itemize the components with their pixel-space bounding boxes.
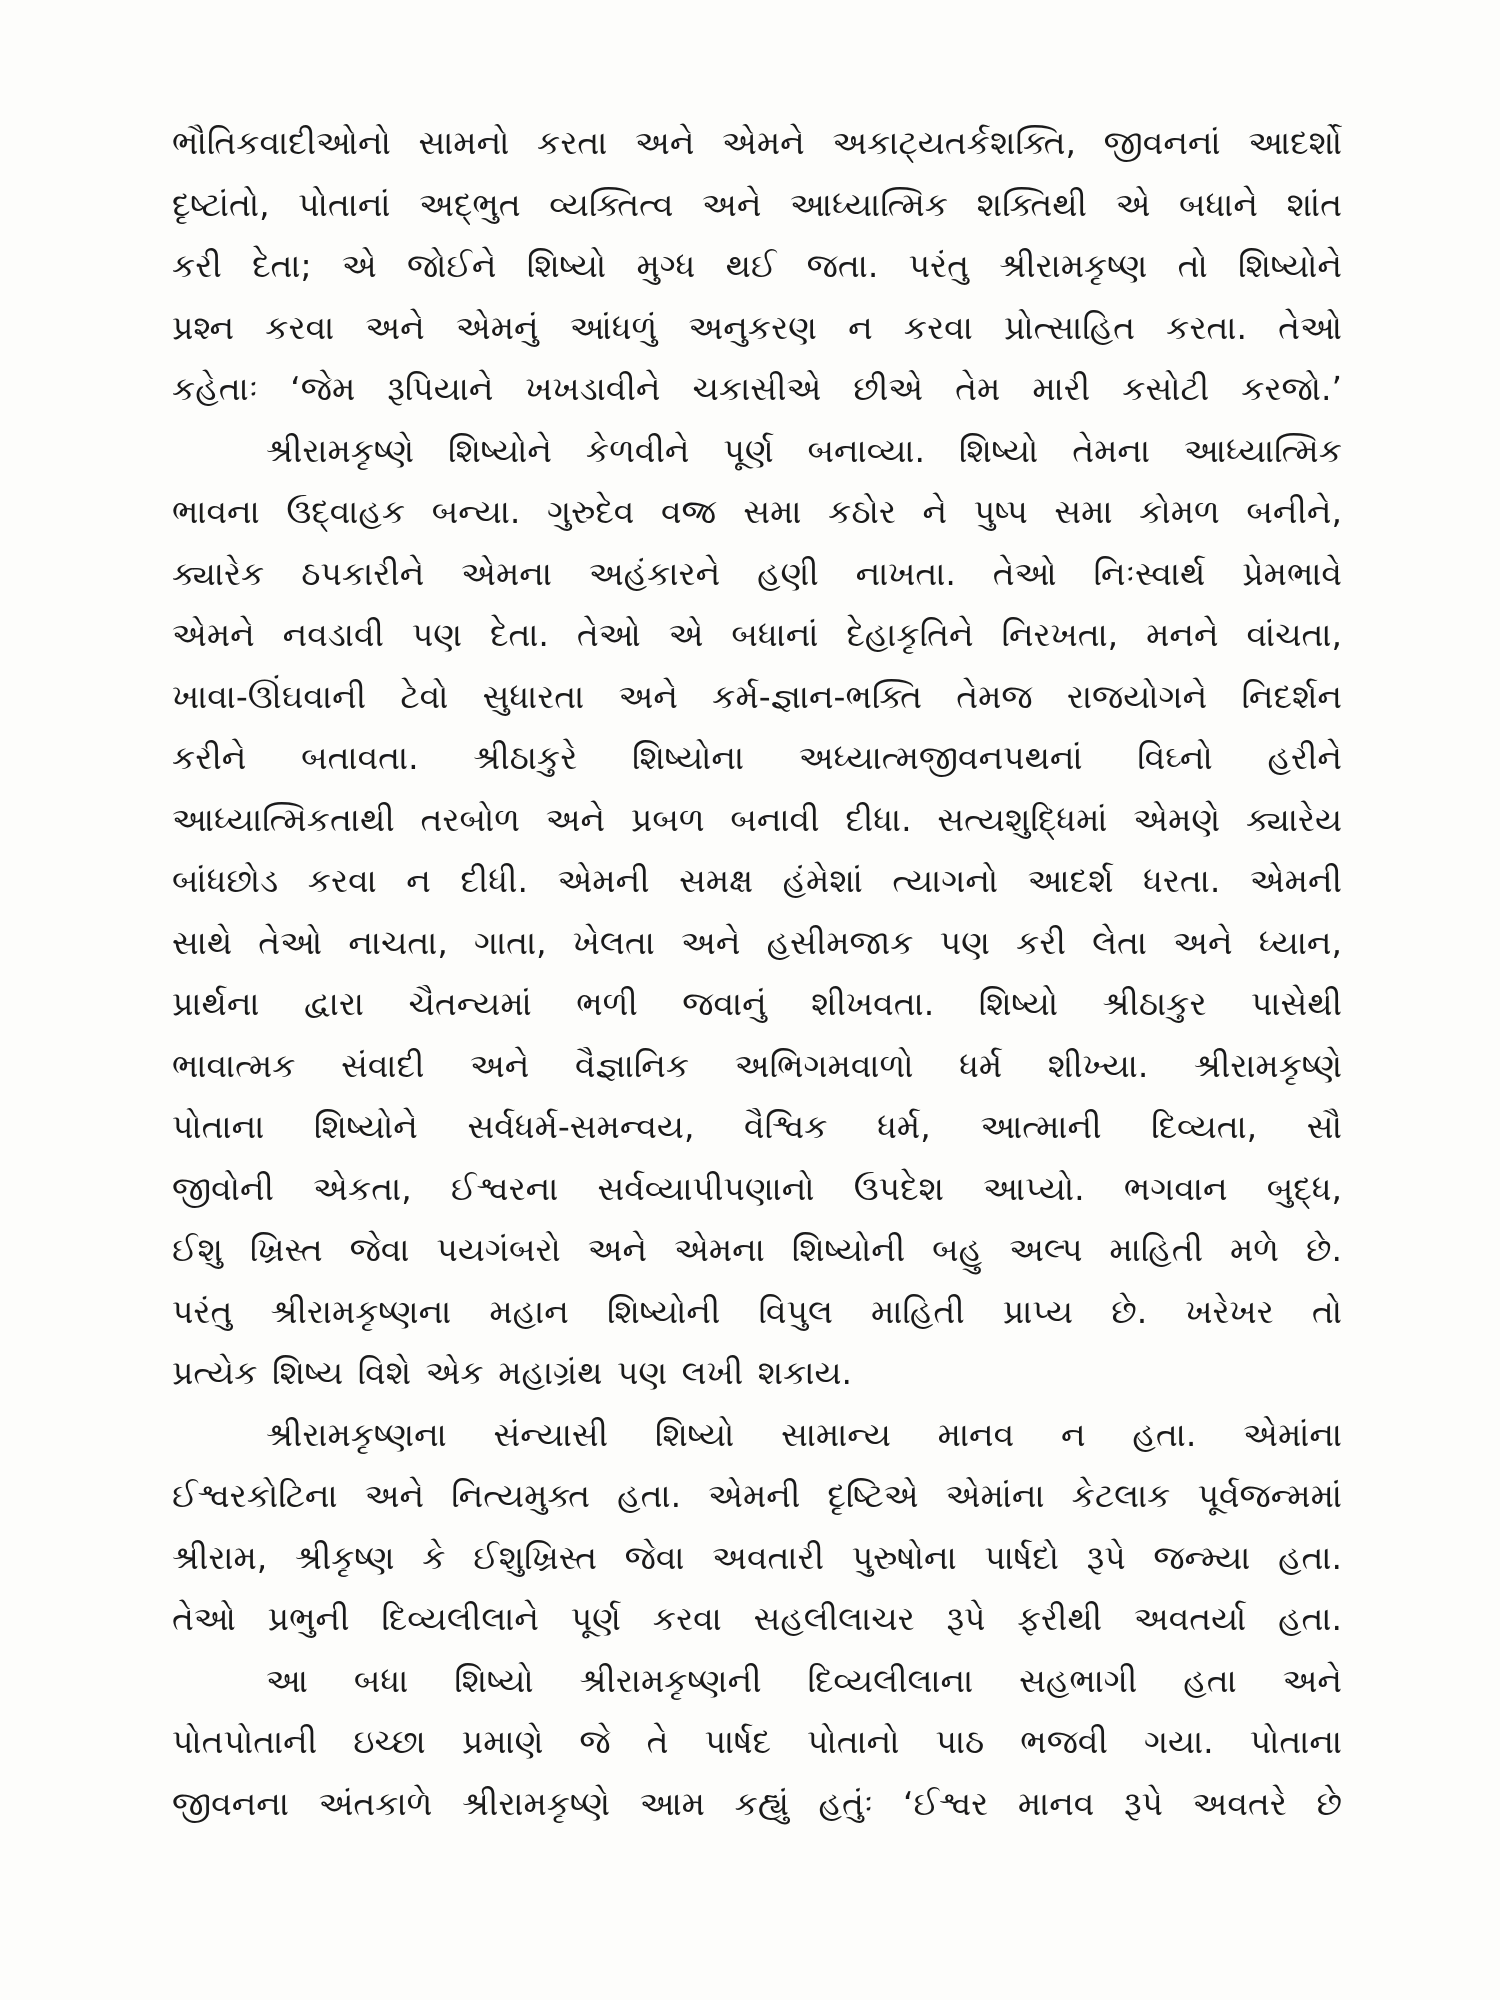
text-line: તેઓ પ્રભુની દિવ્યલીલાને પૂર્ણ કરવા સહલીલાચર રૂપે ફરીથી અવતર્યા હતા.: [172, 1599, 1342, 1638]
text-line: શ્રીરામકૃષ્ણના સંન્યાસી શિષ્યો સામાન્ય માનવ ન હતા. એમાંના: [266, 1414, 1342, 1454]
text-line: ભાવાત્મક સંવાદી અને વૈજ્ઞાનિક અભિગમવાળો ધર્મ શીખ્યા. શ્રીરામકૃષ્ણે: [172, 1045, 1342, 1085]
text-line: શ્રીરામકૃષ્ણે શિષ્યોને કેળવીને પૂર્ણ બનાવ્યા. શિષ્યો તેમના આધ્યાત્મિક: [266, 430, 1342, 470]
text-line: ક્યારેક ઠપકારીને એમના અહંકારને હણી નાખતા. તેઓ નિઃસ્વાર્થ પ્રેમભાવે: [172, 553, 1342, 593]
text-line: કરી દેતા; એ જોઈને શિષ્યો મુગ્ધ થઈ જતા. પરંતુ શ્રીરામકૃષ્ણ તો શિષ્યોને: [172, 246, 1342, 285]
text-line: જીવોની એકતા, ઈશ્વરના સર્વવ્યાપીપણાનો ઉપદેશ આપ્યો. ભગવાન બુદ્ધ,: [172, 1168, 1342, 1208]
text-line: દૃષ્ટાંતો, પોતાનાં અદ્‌ભુત વ્યક્તિત્વ અને આધ્યાત્મિક શક્તિથી એ બધાને શાંત: [172, 184, 1342, 224]
text-line: કરીને બતાવતા. શ્રીઠાકુરે શિષ્યોના અધ્યાત્મજીવનપથનાં વિઘ્નો હરીને: [172, 738, 1342, 777]
text-line: ઈશ્વરકોટિના અને નિત્યમુક્ત હતા. એમની દૃષ્ટિએ એમાંના કેટલાક પૂર્વજન્મમાં: [172, 1476, 1342, 1515]
text-line: પરંતુ શ્રીરામકૃષ્ણના મહાન શિષ્યોની વિપુલ માહિતી પ્રાપ્ય છે. ખરેખર તો: [172, 1291, 1342, 1331]
text-line: ભાવના ઉદ્‌વાહક બન્યા. ગુરુદેવ વજ્ર સમા કઠોર ને પુષ્પ સમા કોમળ બનીને,: [172, 492, 1342, 531]
page-text: [172, 112, 1342, 1834]
text-line: એમને નવડાવી પણ દેતા. તેઓ એ બધાનાં દેહાકૃતિને નિરખતા, મનને વાંચતા,: [172, 615, 1342, 654]
text-line: કહેતાઃ ‘જેમ રૂપિયાને ખખડાવીને ચકાસીએ છીએ તેમ મારી કસોટી કરજો.’: [172, 369, 1342, 408]
text-line: ઈશુ ખ્રિસ્ત જેવા પયગંબરો અને એમના શિષ્યોની બહુ અલ્પ માહિતી મળે છે.: [172, 1230, 1342, 1269]
text-line: ભૌતિકવાદીઓનો સામનો કરતા અને એમને અકાટ્યતર્કશક્તિ, જીવનનાં આદર્શો: [172, 123, 1342, 162]
text-line: પ્રશ્ન કરવા અને એમનું આંધળું અનુકરણ ન કરવા પ્રોત્સાહિત કરતા. તેઓ: [172, 307, 1342, 347]
text-line: શ્રીરામ, શ્રીકૃષ્ણ કે ઈશુખ્રિસ્ત જેવા અવતારી પુરુષોના પાર્ષદો રૂપે જન્મ્યા હતા.: [172, 1537, 1342, 1577]
text-line: જીવનના અંતકાળે શ્રીરામકૃષ્ણે આમ કહ્યું હતુંઃ ‘ઈશ્વર માનવ રૂપે અવતરે છે: [172, 1783, 1342, 1823]
text-line: પ્રત્યેક શિષ્ય વિશે એક મહાગ્રંથ પણ લખી શકાય.: [172, 1353, 852, 1392]
text-line: પ્રાર્થના દ્વારા ચૈતન્યમાં ભળી જવાનું શીખવતા. શિષ્યો શ્રીઠાકુર પાસેથી: [172, 984, 1342, 1023]
text-line: આ બધા શિષ્યો શ્રીરામકૃષ્ણની દિવ્યલીલાના સહભાગી હતા અને: [266, 1660, 1342, 1700]
text-line: બાંધછોડ કરવા ન દીધી. એમની સમક્ષ હંમેશાં ત્યાગનો આદર્શ ધરતા. એમની: [172, 861, 1342, 900]
text-line: ખાવા-ઊંઘવાની ટેવો સુધારતા અને કર્મ-જ્ઞાન-ભક્તિ તેમજ રાજયોગને નિદર્શન: [172, 676, 1342, 716]
text-line: આધ્યાત્મિકતાથી તરબોળ અને પ્રબળ બનાવી દીધા. સત્યશુદ્ધિમાં એમણે ક્યારેય: [172, 799, 1342, 839]
text-line: પોતપોતાની ઇચ્છા પ્રમાણે જે તે પાર્ષદ પોતાનો પાઠ ભજવી ગયા. પોતાના: [172, 1722, 1342, 1761]
text-line: સાથે તેઓ નાચતા, ગાતા, ખેલતા અને હસીમજાક પણ કરી લેતા અને ધ્યાન,: [172, 922, 1342, 962]
text-line: પોતાના શિષ્યોને સર્વધર્મ-સમન્વય, વૈશ્વિક ધર્મ, આત્માની દિવ્યતા, સૌ: [172, 1107, 1342, 1146]
